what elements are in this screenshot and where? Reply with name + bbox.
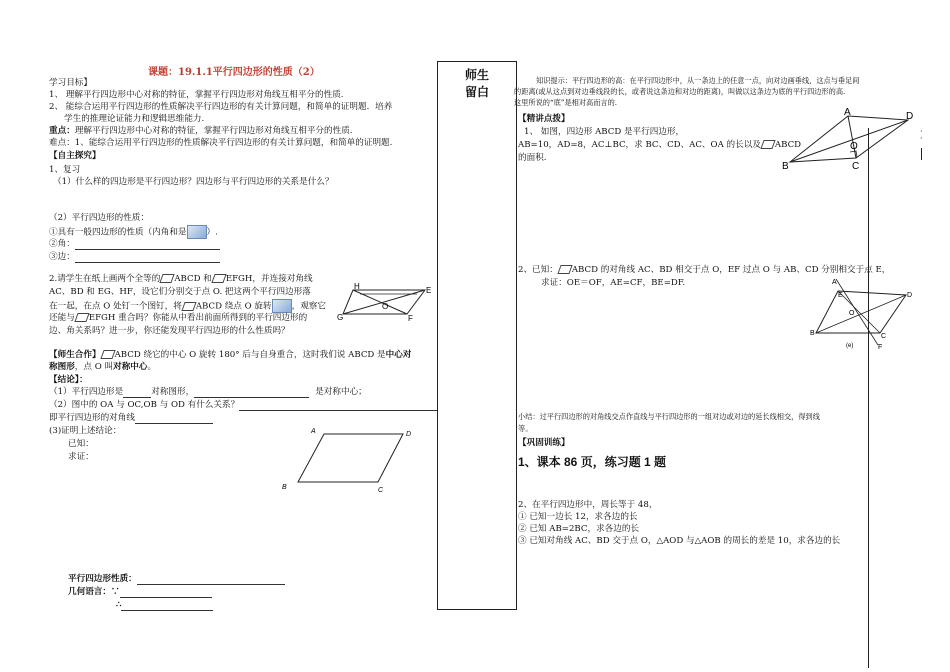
example-2-line-2: 求证：OE＝OF，AE=CF，BE=DF. [541, 278, 686, 288]
example-text: 2、已知： [518, 265, 558, 275]
blank-line[interactable] [75, 249, 220, 250]
property-1-text: ①具有一般四边形的性质（内角和是 [49, 227, 187, 238]
figure-caption: (e) [846, 343, 854, 349]
question-2b: ② 已知 AB=2BC，求各边的长 [518, 524, 640, 534]
property-3-text: ③边： [49, 252, 75, 262]
notes-column [437, 61, 517, 610]
key-label: 重点： [49, 126, 75, 136]
coop-text: 。 [147, 362, 157, 372]
example-1-line-2 [518, 139, 801, 151]
tip-line-2: 的距离(或从这点到对边垂线段的长，或者说这条边和对边的距离)，叫做以这条边为底的平行四边形的高. [514, 87, 846, 96]
geometry-label [68, 586, 212, 598]
conclusion-text: 对称图形， [151, 387, 195, 397]
line-ef [836, 279, 878, 345]
tip-line-3: 这里所说的“底”是相对高而言的. [514, 98, 618, 107]
example-text: ABCD 的对角线 AC、BD 相交于点 O，EF 过点 O 与 AB、CD 分别相交于点 E， [571, 265, 891, 275]
property-1 [49, 225, 218, 239]
task-2-text: ABCD 绕点 O 旋转 [195, 301, 272, 312]
task-2-line-5: 边、角关系吗？进一步，你还能发现平行四边形的什么性质吗？ [49, 326, 290, 336]
label-e: E [838, 292, 843, 299]
parallelogram-icon [100, 350, 115, 359]
property-2-text: ②角： [49, 239, 75, 249]
question-2c: ③ 已知对角线 AC、BD 交于点 O，△AOD 与△AOB 的周长的差是 10，求各边的长 [518, 536, 841, 546]
task-2-line-2: AC、BD 和 EG、HF，设它们分别交于点 O. 把这两个平行四边形落 [49, 287, 311, 297]
task-2-text: ，观察它 [291, 301, 326, 312]
key-point [49, 125, 353, 137]
cooperation-line-1 [49, 349, 411, 361]
task-2-text: 2.请学生在纸上画两个全等的 [49, 274, 161, 284]
blank-line[interactable] [75, 262, 220, 263]
coop-text: ，点 O 叫 [74, 362, 114, 372]
conclusion-2 [49, 399, 437, 411]
label-c: C [852, 161, 860, 172]
summary-line-1: 小结：过平行四边形的对角线交点作直线与平行四边形的一组对边或对边的延长线相交，得到线 [518, 412, 820, 421]
difficulty: 难点：1、能综合运用平行四边形的性质解决平行四边形的有关计算问题，和简单的证明题. [49, 138, 393, 148]
lecture-heading: 【精讲点拨】 [518, 114, 570, 124]
notes-title-1: 师生 [464, 68, 489, 82]
label-o: O [850, 141, 858, 152]
conclusion-text: 是对称中心； [315, 387, 367, 397]
question-2-intro: 2、在平行四边形中，周长等于 48， [518, 500, 658, 510]
property-1-end: ）. [206, 227, 218, 238]
parallelogram-shape [816, 291, 906, 333]
known-label: 已知： [68, 439, 94, 449]
label-b: B [282, 484, 287, 491]
task-2-text: EFGH，并连接对角线 [225, 274, 313, 284]
property-3 [49, 251, 220, 263]
question-1: （1）什么样的四边形是平行四边形？四边形与平行四边形的关系是什么？ [53, 177, 334, 187]
property-2 [49, 238, 220, 250]
margin-tick [921, 148, 922, 160]
property-text: 平行四边形性质： [68, 574, 137, 584]
task-2-text: 还能与 [49, 313, 75, 323]
diagonal-line [790, 120, 908, 162]
goals-heading: 学习目标】 [49, 78, 92, 88]
conclusion-2-cont [49, 412, 213, 424]
margin-dots: · · [920, 127, 923, 143]
conclusion-1 [49, 386, 367, 398]
label-c: C [881, 333, 887, 340]
blank-line[interactable] [120, 597, 212, 598]
label-b: B [782, 161, 789, 172]
conclusion-text: （2）图中的 OA 与 OC,OB 与 OD 有什么关系？ [49, 400, 240, 410]
coop-text: ABCD 绕它的中心 O 旋转 180° 后与自身重合，这时我们说 ABCD 是 [114, 350, 386, 360]
coop-bold: 对称中心 [113, 362, 148, 372]
example-1-line-3: 的面积. [518, 153, 547, 163]
label-e: E [426, 286, 432, 295]
example-text: AB=10，AD=8，AC⊥BC，求 BC、CD、AC、OA 的长以及 [518, 140, 761, 150]
explore-heading: 【自主探究】 [49, 151, 101, 161]
question-2a: ① 已知一边长 12，求各边的长 [518, 512, 638, 522]
parallelogram-icon [557, 265, 572, 274]
label-c: C [378, 487, 384, 494]
image-placeholder-icon [272, 299, 292, 313]
key-text: 理解平行四边形中心对称的特征，掌握平行四边形对角线互相平分的性质. [74, 126, 353, 136]
blank-line[interactable] [194, 397, 309, 398]
figure-example-1 [780, 106, 920, 174]
task-2-text: 在一起，在点 O 处钉一个图钉，将 [49, 301, 182, 312]
blank-line[interactable] [137, 584, 285, 585]
blank-line[interactable] [123, 397, 151, 398]
conclusion-text: （1）平行四边形是 [49, 387, 124, 397]
goal-2: 2、 能综合运用平行四边形的性质解决平行四边形的有关计算问题，和简单的证明题．培养 [49, 102, 393, 112]
blank-line[interactable] [135, 423, 213, 424]
label-f: F [408, 314, 413, 323]
label-a: A [844, 107, 851, 118]
practice-task: 1、课本 86 页，练习题 1 题 [518, 455, 667, 469]
conclusion-heading: 【结论】： [49, 375, 88, 385]
notes-title-2: 留白 [464, 85, 489, 99]
parallelogram-shape [298, 434, 403, 482]
property-label [68, 573, 285, 585]
parallelogram-icon [760, 140, 775, 149]
coop-bold: 称图形 [49, 362, 75, 372]
parallelogram-icon [74, 313, 89, 322]
label-o: O [849, 310, 855, 317]
label-h: H [354, 282, 360, 291]
label-d: D [906, 111, 914, 122]
label-b: B [810, 330, 815, 337]
blank-line[interactable] [239, 410, 437, 411]
task-2-line-4 [49, 312, 307, 324]
blank-line[interactable] [121, 610, 213, 611]
coop-heading: 【师生合作】 [49, 350, 101, 360]
margin-line [868, 128, 869, 668]
therefore-line [116, 599, 213, 611]
consolidation-heading: 【巩固训练】 [518, 438, 570, 448]
parallelogram-icon [160, 274, 175, 283]
summary-line-2: 等。 [518, 424, 533, 433]
figure-abcd [278, 424, 418, 494]
label-d: D [907, 292, 913, 299]
coop-bold: 中心对 [385, 350, 412, 360]
label-d: D [406, 431, 412, 438]
label-a: A [832, 279, 837, 286]
therefore-symbol: ∴ [116, 600, 122, 610]
task-2-text: EFGH 重合吗？你能从中看出前面所得到的平行四边形的 [88, 313, 308, 323]
task-2-line-3 [49, 299, 326, 313]
prove-label: 求证： [68, 452, 94, 462]
tip-line-1: 知识提示：平行四边形的高：在平行四边形中，从一条边上的任意一点，向对边画垂线，这点与垂足间 [536, 76, 860, 85]
example-1-line-1: 1、 如图，四边形 ABCD 是平行四边形， [524, 127, 685, 137]
parallelogram-icon [211, 274, 226, 283]
image-placeholder-icon [187, 225, 207, 239]
label-o: O [382, 302, 389, 311]
because-symbol: ∵ [110, 587, 120, 597]
parallelogram-icon [181, 302, 196, 311]
label-a: A [311, 428, 316, 435]
label-g: G [337, 313, 344, 322]
goal-1: 1、 理解平行四边形中心对称的特征，掌握平行四边形对角线互相平分的性质. [49, 90, 344, 100]
figure-example-2 [808, 275, 918, 355]
figure-hefg [335, 282, 435, 324]
review-label: 1、复习 [49, 165, 81, 175]
example-text: ABCD [774, 140, 802, 150]
task-2-text: ABCD 和 [174, 274, 212, 284]
task-2-line-1 [49, 273, 313, 285]
cooperation-line-2 [49, 361, 156, 373]
diagonal-line [838, 291, 880, 333]
goal-2-cont: 学生的推理论证能力和逻辑思维能力. [64, 114, 205, 124]
geometry-text: 几何语言： [68, 587, 111, 597]
lesson-title: 课题：19.1.1平行四边形的性质（2） [148, 67, 320, 78]
question-2: （2）平行四边形的性质： [49, 213, 149, 223]
label-f: F [878, 344, 883, 351]
conclusion-3: (3)证明上述结论： [49, 426, 122, 436]
conclusion-text: 即平行四边形的对角线 [49, 413, 135, 423]
